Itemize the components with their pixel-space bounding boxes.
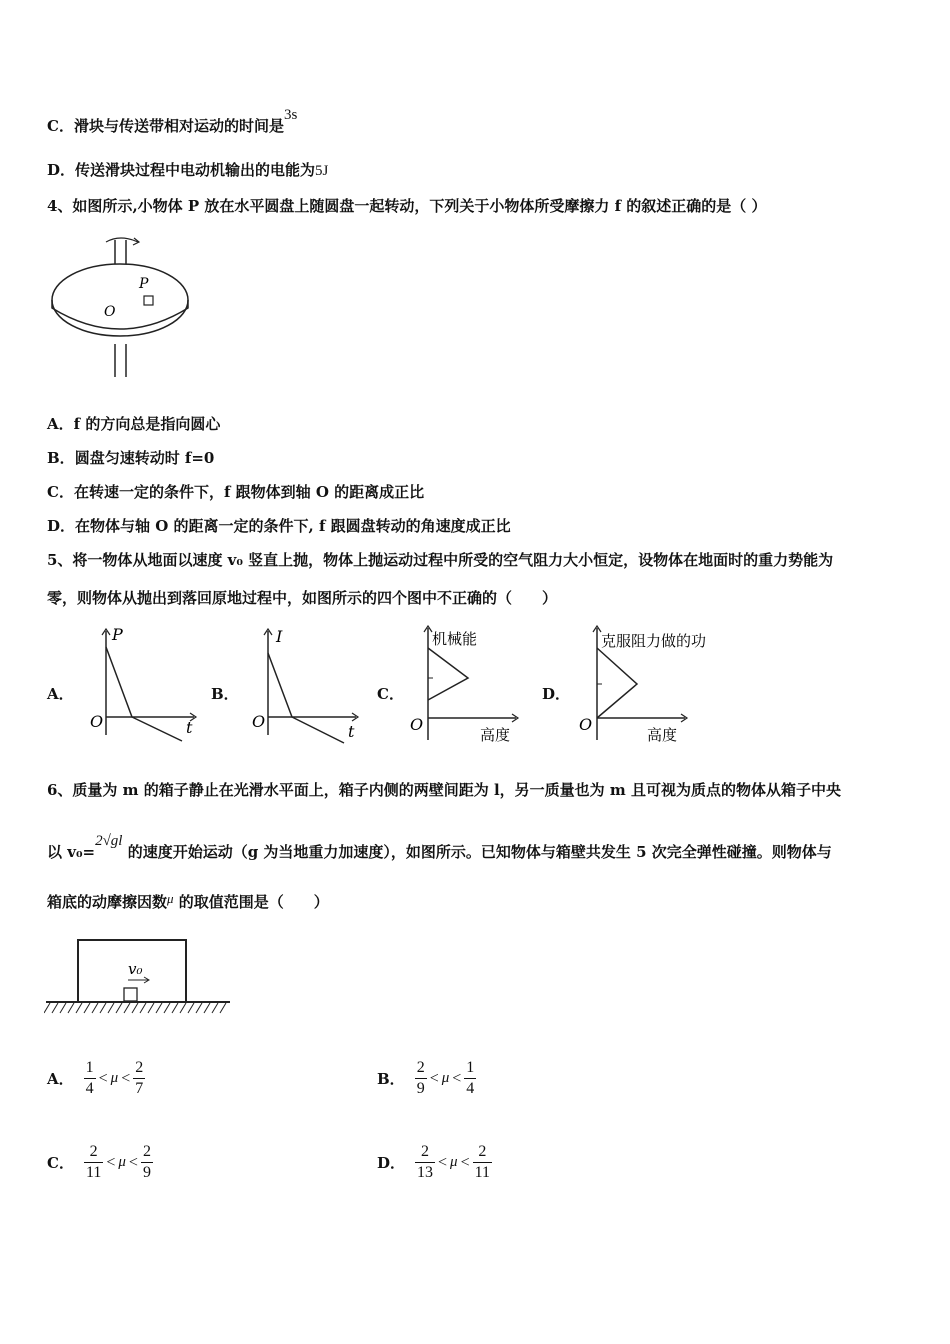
option-text: 在物体与轴 O 的距离一定的条件下, f 跟圆盘转动的角速度成正比 [75,517,511,535]
fraction-left: $\frac{1}{4}$ [85,1059,94,1097]
q4-option-b [47,448,214,468]
graph-d-label: D． [542,685,571,703]
graph-d [575,622,735,752]
graph-a-origin: O [90,712,104,731]
graph-c-xlabel: 高度 [480,726,511,744]
object-p [144,296,153,305]
q6-stem-line2 [47,833,832,863]
graph-a-ylabel: P [112,625,123,644]
option-value: 5J [315,163,329,179]
option-label: A． [47,1070,74,1088]
fraction-right: $\frac{2}{9}$ [142,1143,151,1181]
label-v0: v₀ [128,960,143,978]
mu-symbol: μ [167,891,174,906]
option-label: B． [377,1070,405,1088]
graph-c-curve [428,648,468,700]
label-p: P [139,276,149,292]
graph-c-ylabel: 机械能 [432,630,478,648]
option-value: 3s [283,107,298,123]
q4-disc-figure [48,232,198,382]
option-label: D． [47,161,76,179]
q6-option-a: A． $\frac{1}{4}$ < μ < $\frac{2}{7}$ [47,1059,144,1097]
graph-b-origin: O [252,712,266,731]
graph-d-ylabel: 克服阻力做的功 [601,632,707,650]
option-text: 传送滑块过程中电动机输出的电能为 [75,161,316,179]
graph-b-xlabel: t [348,722,355,741]
stem-text: 箱底的动摩擦因数 [47,893,168,911]
graph-c [404,622,534,752]
q4-option-d [47,516,511,536]
graph-b-curve [268,653,344,743]
option-label: D． [47,517,76,535]
label-o: O [104,304,116,320]
graph-d-xlabel: 高度 [647,726,678,744]
graph-c-label: C． [377,685,404,703]
stem-text: 以 v₀= [47,843,96,861]
fraction-right: $\frac{2}{7}$ [135,1059,144,1097]
q4-option-a [47,414,220,434]
q5-stem-line1: 5、将一物体从地面以速度 v₀ 竖直上抛，物体上抛运动过程中所受的空气阻力大小恒定，设物体在地面时的重力势能为 [47,551,834,569]
graph-a-label: A． [47,685,74,703]
option-text: f 的方向总是指向圆心 [73,415,221,433]
q4-stem: 4、如图所示,小物体 P 放在水平圆盘上随圆盘一起转动，下列关于小物体所受摩擦力 f 的叙述正确的是（ ） [47,197,767,215]
option-label: A． [47,415,74,433]
graph-b-ylabel: I [276,627,283,646]
option-label: B． [47,449,75,467]
option-text: 滑块与传送带相对运动的时间是 [73,117,284,135]
q6-stem-line3 [47,892,329,913]
graph-a [86,625,206,750]
graph-b-label: B． [211,685,239,703]
q6-box-figure [44,934,234,1020]
graph-d-curve [597,648,637,718]
option-text: 在转速一定的条件下，f 跟物体到轴 O 的距离成正比 [73,483,425,501]
stem-text: 的速度开始运动（g 为当地重力加速度），如图所示。已知物体与箱壁共发生 5 次完全弹性碰撞。则物体与 [122,843,832,861]
option-label: C． [47,117,74,135]
option-label: C． [47,1154,74,1172]
small-object [124,988,137,1001]
stem-text: 的取值范围是（ ） [173,893,329,911]
option-label: D． [377,1154,406,1172]
q6-option-d: D． $\frac{2}{13}$ < μ < $\frac{2}{11}$ [377,1143,491,1181]
q6-option-b: B． $\frac{2}{9}$ < μ < $\frac{1}{4}$ [377,1059,475,1097]
q4-option-c [47,482,424,502]
q6-stem-line1: 6、质量为 m 的箱子静止在光滑水平面上，箱子内侧的两壁间距为 l，另一质量也为 m 且可视为质点的物体从箱子中央 [47,781,841,799]
graph-b [248,625,368,750]
rotation-arrow-icon [106,238,138,242]
q6-option-c: C． $\frac{2}{11}$ < μ < $\frac{2}{9}$ [47,1143,151,1181]
option-text: 圆盘匀速转动时 f=0 [74,449,215,467]
graph-d-origin: O [579,715,593,734]
graph-a-xlabel: t [186,718,193,737]
v0-expression: 2√gl [95,833,123,849]
graph-a-curve [106,647,182,741]
option-label: C． [47,483,74,501]
fraction-left: $\frac{2}{9}$ [416,1059,425,1097]
fraction-left: $\frac{2}{11}$ [85,1143,102,1181]
q3-option-d [47,160,328,181]
graph-c-origin: O [410,715,424,734]
fraction-left: $\frac{2}{13}$ [417,1143,434,1181]
q3-option-c [47,107,298,137]
fraction-right: $\frac{1}{4}$ [466,1059,475,1097]
q5-stem-line2: 零，则物体从抛出到落回原地过程中，如图所示的四个图中不正确的（ ） [47,589,558,607]
fraction-right: $\frac{2}{11}$ [474,1143,491,1181]
